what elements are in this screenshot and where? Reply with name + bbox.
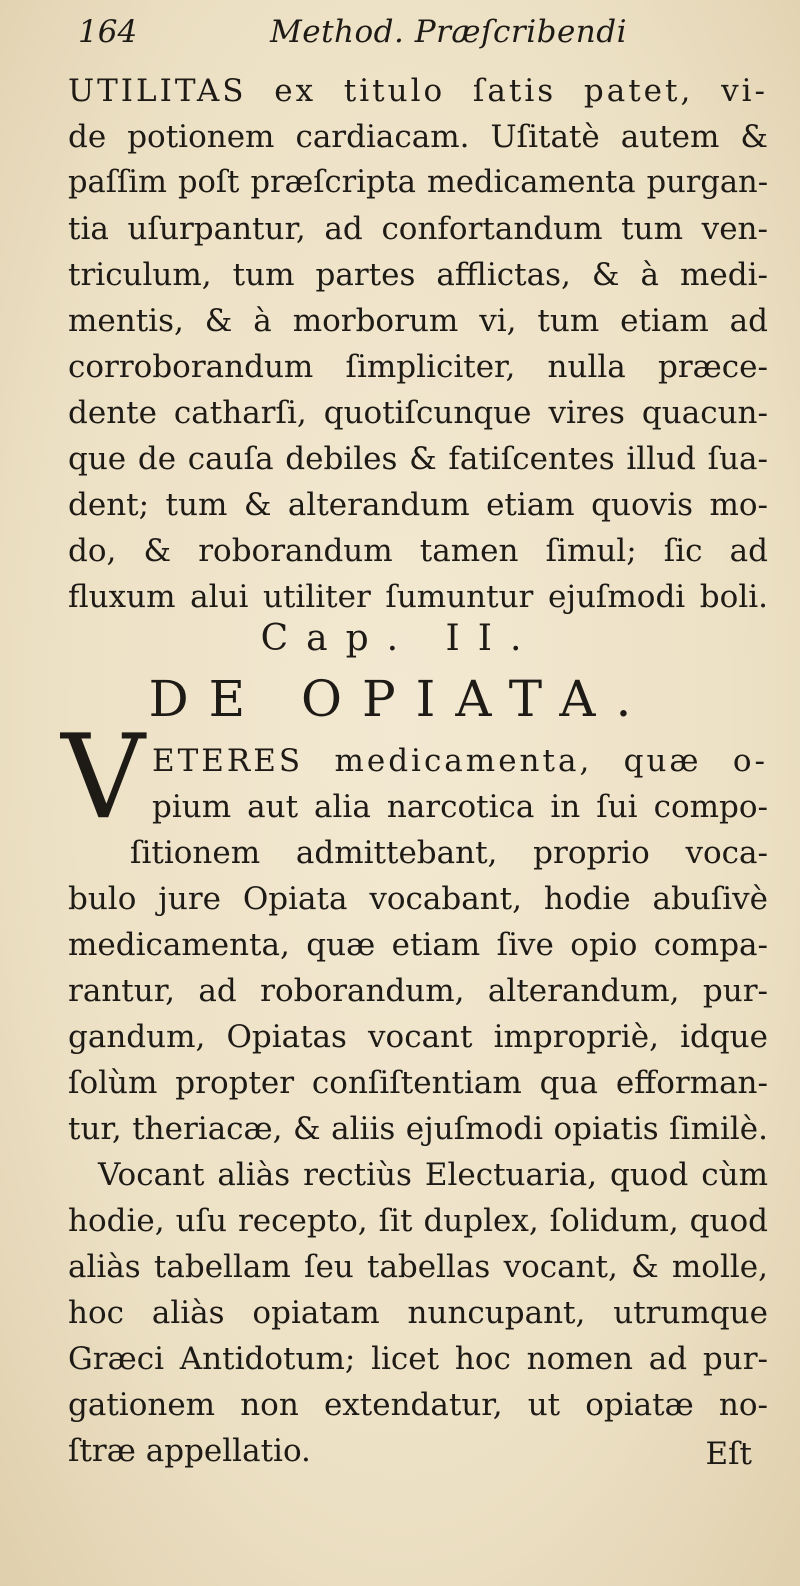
catchword: Eſt bbox=[705, 1436, 752, 1472]
text-line: rantur, ad roborandum, alterandum, pur- bbox=[68, 973, 768, 1009]
text-line: hoc aliàs opiatam nuncupant, utrumque bbox=[68, 1295, 768, 1331]
text-line: Græci Antidotum; licet hoc nomen ad pur- bbox=[68, 1341, 768, 1377]
text-line: Vocant aliàs rectiùs Electuaria, quod cùm bbox=[98, 1157, 768, 1193]
text-line: tur, theriacæ, & aliis ejuſmodi opiatis ſimilè. bbox=[68, 1111, 768, 1147]
chapter-title: DE OPIATA. bbox=[148, 670, 652, 728]
text-line: pium aut alia narcotica in ſui compo- bbox=[152, 789, 768, 825]
text-line: dent; tum & alterandum etiam quovis mo- bbox=[68, 487, 768, 523]
text-line: UTILITAS ex titulo ſatis patet, vi- bbox=[68, 73, 768, 109]
page-number: 164 bbox=[78, 14, 138, 50]
text-line: corroborandum ſimpliciter, nulla præce- bbox=[68, 349, 768, 385]
text-line: gandum, Opiatas vocant impropriè, idque bbox=[68, 1019, 768, 1055]
text-line: hodie, uſu recepto, ſit duplex, ſolidum, quod bbox=[68, 1203, 768, 1239]
text-line: ſolùm propter conſiſtentiam qua efforman- bbox=[68, 1065, 768, 1101]
chapter-label: Cap. II. bbox=[260, 618, 540, 659]
drop-cap: V bbox=[61, 710, 145, 845]
text-line: paſſim poſt præſcripta medicamenta purgan- bbox=[68, 165, 768, 200]
text-line: medicamenta, quæ etiam ſive opio compa- bbox=[68, 927, 768, 963]
text-line: dente catharſi, quotiſcunque vires quacun- bbox=[68, 395, 768, 431]
text-line: fluxum alui utiliter ſumuntur ejuſmodi boli. bbox=[68, 579, 768, 615]
text-line: tia uſurpantur, ad confortandum tum ven- bbox=[68, 211, 768, 247]
text-line: que de cauſa debiles & fatiſcentes illud ſua- bbox=[68, 441, 768, 477]
text-line: ETERES medicamenta, quæ o- bbox=[152, 743, 768, 779]
text-line: do, & roborandum tamen ſimul; ſic ad bbox=[68, 533, 768, 569]
text-line: gationem non extendatur, ut opiatæ no- bbox=[68, 1387, 768, 1423]
text-line: ſtræ appellatio. bbox=[68, 1433, 311, 1469]
text-line: triculum, tum partes afflictas, & à medi- bbox=[68, 257, 768, 293]
page-header bbox=[78, 14, 770, 64]
text-line: bulo jure Opiata vocabant, hodie abuſivè bbox=[68, 881, 768, 917]
text-line: de potionem cardiacam. Uſitatè autem & bbox=[68, 119, 768, 155]
text-line: aliàs tabellam ſeu tabellas vocant, & molle, bbox=[68, 1249, 768, 1285]
running-head: Method. Præſcribendi bbox=[270, 14, 628, 50]
text-line: mentis, & à morborum vi, tum etiam ad bbox=[68, 303, 768, 339]
text-line: ſitionem admittebant, proprio voca- bbox=[130, 835, 768, 871]
